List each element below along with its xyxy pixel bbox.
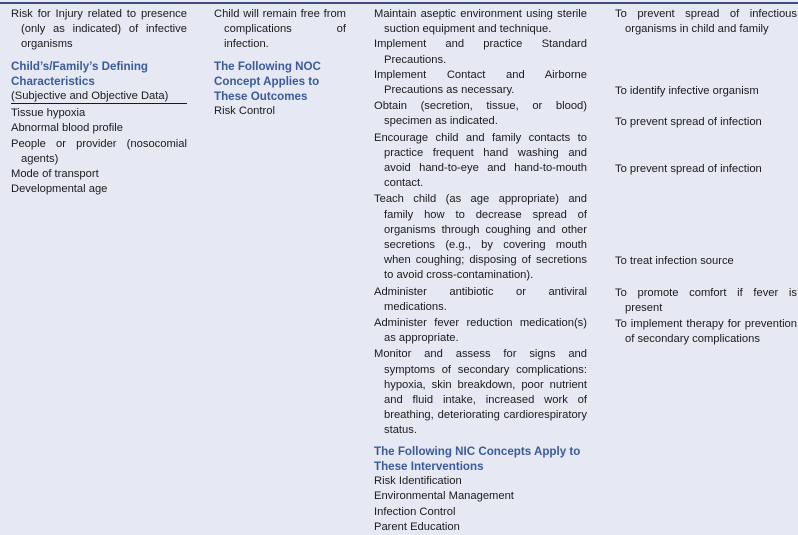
rationale-item: To implement therapy for prevention of secondary complications xyxy=(615,318,797,346)
rationales-column xyxy=(615,0,797,493)
intervention-item: Obtain (secretion, tissue, or blood) specimen as indicated. xyxy=(374,100,587,128)
characteristic-item: People or provider (nosocomial agents) xyxy=(11,137,187,165)
characteristic-item: Tissue hypoxia xyxy=(11,107,86,120)
nic-item: Infection Control xyxy=(374,505,456,518)
intervention-item: Encourage child and family contacts to practice frequent hand washing and avoid hand-to-eye and hand-to-mouth contact. xyxy=(374,131,587,190)
characteristic-item: Abnormal blood profile xyxy=(11,122,123,135)
nic-heading: The Following NIC Concepts Apply to These Interventions xyxy=(374,444,581,473)
nic-item: Parent Education xyxy=(374,520,460,533)
intervention-item: Administer antibiotic or antiviral medications. xyxy=(374,285,587,313)
characteristic-item: Mode of transport xyxy=(11,168,99,181)
noc-heading: The Following NOC Concept Applies to These Outcomes xyxy=(214,59,321,104)
nic-item: Risk Identification xyxy=(374,475,462,488)
intervention-item: Maintain aseptic environment using sterile suction equipment and technique. xyxy=(374,8,587,36)
interventions-column xyxy=(374,7,587,535)
rationale-item: To prevent spread of infection xyxy=(615,163,762,175)
noc-item: Risk Control xyxy=(214,105,275,118)
intervention-item: Monitor and assess for signs and symptoms of secondary complications: hypoxia, skin breakdown, poor nutrient and fluid intake, increased work of breathing, deteriorating cardiorespiratory status. xyxy=(374,348,587,437)
characteristic-item: Developmental age xyxy=(11,183,108,196)
expected-outcome: Child will remain free from complications of infection. xyxy=(214,8,346,51)
defining-characteristics-subheading: (Subjective and Objective Data) xyxy=(11,89,187,104)
diagnosis-column xyxy=(11,7,187,197)
defining-characteristics-heading: Child’s/Family’s Defining Characteristics xyxy=(11,59,148,88)
rationale-item: To prevent spread of infection xyxy=(615,116,762,128)
rationale-item: To prevent spread of infectious organisms in child and family xyxy=(615,8,797,36)
intervention-item: Teach child (as age appropriate) and family how to decrease spread of organisms through coughing and other secretions (e.g., by covering mouth when coughing; disposing of secretions to avoid cross-contamination). xyxy=(374,193,587,282)
nic-item: Environmental Management xyxy=(374,490,514,503)
intervention-item: Administer fever reduction medication(s) as appropriate. xyxy=(374,317,587,345)
rationale-item: To promote comfort if fever is present xyxy=(615,287,797,315)
rationale-item: To identify infective organism xyxy=(615,85,759,97)
intervention-item: Implement Contact and Airborne Precautions as necessary. xyxy=(374,68,587,97)
outcomes-column xyxy=(214,7,346,119)
intervention-item: Implement and practice Standard Precautions. xyxy=(374,38,587,66)
nursing-diagnosis: Risk for Injury related to presence (only as indicated) of infective organisms xyxy=(11,8,187,51)
rationale-item: To treat infection source xyxy=(615,255,734,267)
